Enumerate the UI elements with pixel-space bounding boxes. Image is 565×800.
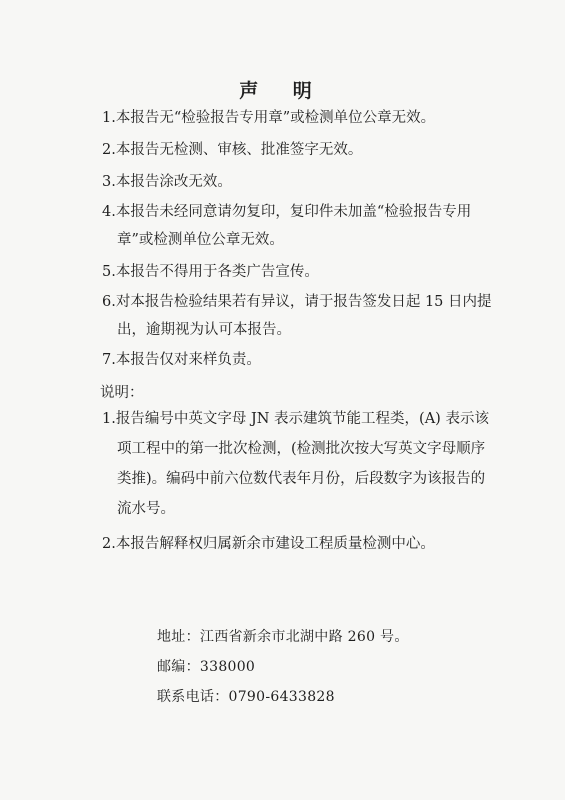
postcode: 邮编：338000 <box>157 659 256 675</box>
note-1-line-1: 1.报告编号中英文字母 JN 表示建筑节能工程类，(A) 表示该 <box>102 411 489 427</box>
declaration-item-4: 4.本报告未经同意请勿复印，复印件未加盖“检验报告专用 <box>102 204 472 220</box>
declaration-item-6-cont: 出，逾期视为认可本报告。 <box>117 322 291 338</box>
phone: 联系电话：0790-6433828 <box>157 689 335 705</box>
declaration-item-2: 2.本报告无检测、审核、批准签字无效。 <box>102 142 363 158</box>
declaration-item-7: 7.本报告仅对来样负责。 <box>102 352 261 368</box>
declaration-item-3: 3.本报告涂改无效。 <box>102 174 232 190</box>
note-2: 2.本报告解释权归属新余市建设工程质量检测中心。 <box>102 536 435 552</box>
declaration-item-5: 5.本报告不得用于各类广告宣传。 <box>102 264 319 280</box>
declaration-item-1: 1.本报告无“检验报告专用章”或检测单位公章无效。 <box>102 110 436 126</box>
note-1-line-2: 项工程中的第一批次检测，(检测批次按大写英文字母顺序 <box>117 441 486 457</box>
note-1-line-3: 类推)。编码中前六位数代表年月份，后段数字为该报告的 <box>117 471 486 487</box>
declaration-item-6: 6.对本报告检验结果若有异议，请于报告签发日起 15 日内提 <box>102 294 492 310</box>
address: 地址：江西省新余市北湖中路 260 号。 <box>157 629 409 645</box>
note-1-line-4: 流水号。 <box>117 501 175 517</box>
page-title: 声 明 <box>239 80 326 102</box>
declaration-item-4-cont: 章”或检测单位公章无效。 <box>117 232 284 248</box>
notes-label: 说明： <box>100 385 144 401</box>
